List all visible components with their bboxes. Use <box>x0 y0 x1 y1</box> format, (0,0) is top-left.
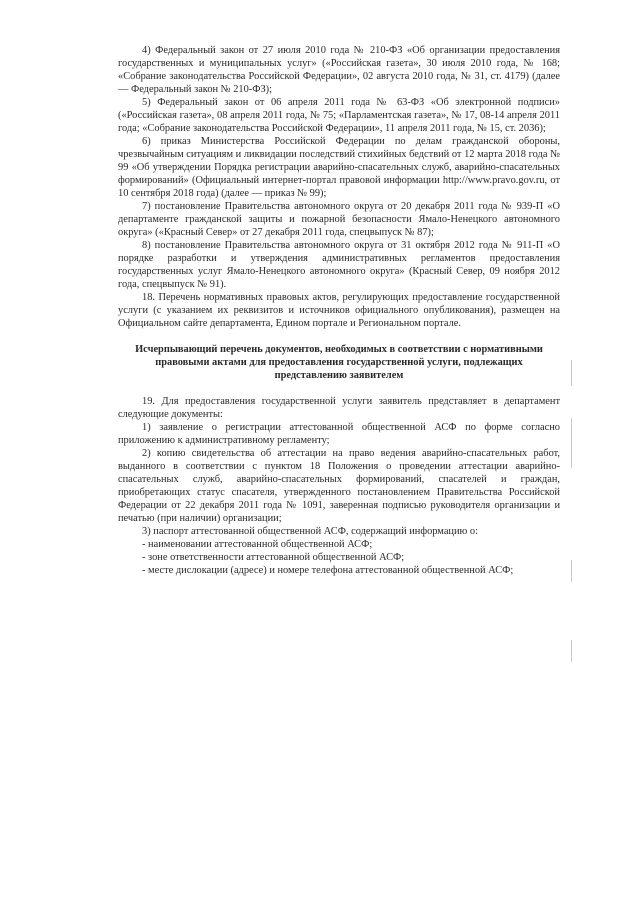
list-item: 1) заявление о регистрации аттестованной общественной АСФ по форме согласно приложению к административному регламенту; <box>118 422 560 446</box>
document-page <box>118 44 560 577</box>
scan-edge-mark <box>571 560 572 582</box>
scan-edge-mark <box>571 640 572 662</box>
list-item: 3) паспорт аттестованной общественной АСФ, содержащий информацию о: <box>142 526 478 537</box>
scan-edge-mark <box>571 360 572 386</box>
list-item: 2) копию свидетельства об аттестации на право ведения аварийно-спасательных работ, выданного в соответствии с пунктом 18 Положения о проведении аттестации аварийно-спасательных служб, аварийно-спасательных формирований, спасателей и граждан, приобретающих статус спасателя, утвержденного постановлением Правительства Российской Федерации от 22 декабря 2011 года № 1091, заверенная подписью руководителя организации и печатью (при наличии) организации; <box>118 448 560 524</box>
sub-list-item: - наименовании аттестованной общественной АСФ; <box>142 539 373 550</box>
spacer <box>118 330 560 343</box>
list-item: 4) Федеральный закон от 27 июля 2010 года № 210-ФЗ «Об организации предоставления государственных и муниципальных услуг» («Российская газета», 30 июля 2010 года, № 168; «Собрание законодательства Российской Федерации», 02 августа 2010 года, № 31, ст. 4179) (далее — Федеральный закон № 210-ФЗ); <box>118 45 560 95</box>
spacer <box>118 382 560 395</box>
paragraph-19: 19. Для предоставления государственной услуги заявитель представляет в департамент следующие документы: <box>118 396 560 420</box>
list-item: 6) приказ Министерства Российской Федерации по делам гражданской обороны, чрезвычайным ситуациям и ликвидации последствий стихийных бедствий от 12 марта 2018 года № 99 «Об утверждении Порядка регистрации аварийно-спасательных служб, аварийно-спасательных формирований» (Официальный интернет-портал правовой информации http://www.pravo.gov.ru, от 10 сентября 2018 года) (далее — приказ № 99); <box>118 136 560 199</box>
section-heading: Исчерпывающий перечень документов, необходимых в соответствии с нормативными правовыми актами для предоставления государственной услуги, подлежащих представлению заявителем <box>135 344 543 381</box>
list-item: 7) постановление Правительства автономного округа от 20 декабря 2011 года № 939-П «О департаменте гражданской защиты и пожарной безопасности Ямало-Ненецкого автономного округа» («Красный Север» от 27 декабря 2011 года, спецвыпуск № 87); <box>118 201 560 238</box>
scan-edge-mark <box>571 418 572 468</box>
sub-list-item: - месте дислокации (адресе) и номере телефона аттестованной общественной АСФ; <box>142 565 514 576</box>
sub-list-item: - зоне ответственности аттестованной общественной АСФ; <box>142 552 405 563</box>
list-item: 5) Федеральный закон от 06 апреля 2011 года № 63-ФЗ «Об электронной подписи» («Российская газета», 08 апреля 2011 года, № 75; «Парламентская газета», № 17, 08-14 апреля 2011 года; «Собрание законодательства Российской Федерации», 11 апреля 2011 года, № 15, ст. 2036); <box>118 97 560 134</box>
paragraph-18: 18. Перечень нормативных правовых актов, регулирующих предоставление государственной услуги (с указанием их реквизитов и источников официального опубликования), размещен на Официальном сайте департамента, Едином портале и Региональном портале. <box>118 292 560 329</box>
list-item: 8) постановление Правительства автономного округа от 31 октября 2012 года № 911-П «О порядке разработки и утверждения административных регламентов предоставления государственных услуг Ямало-Ненецкого автономного округа» (Красный Север, 09 ноября 2012 года, спецвыпуск № 91). <box>118 240 560 290</box>
